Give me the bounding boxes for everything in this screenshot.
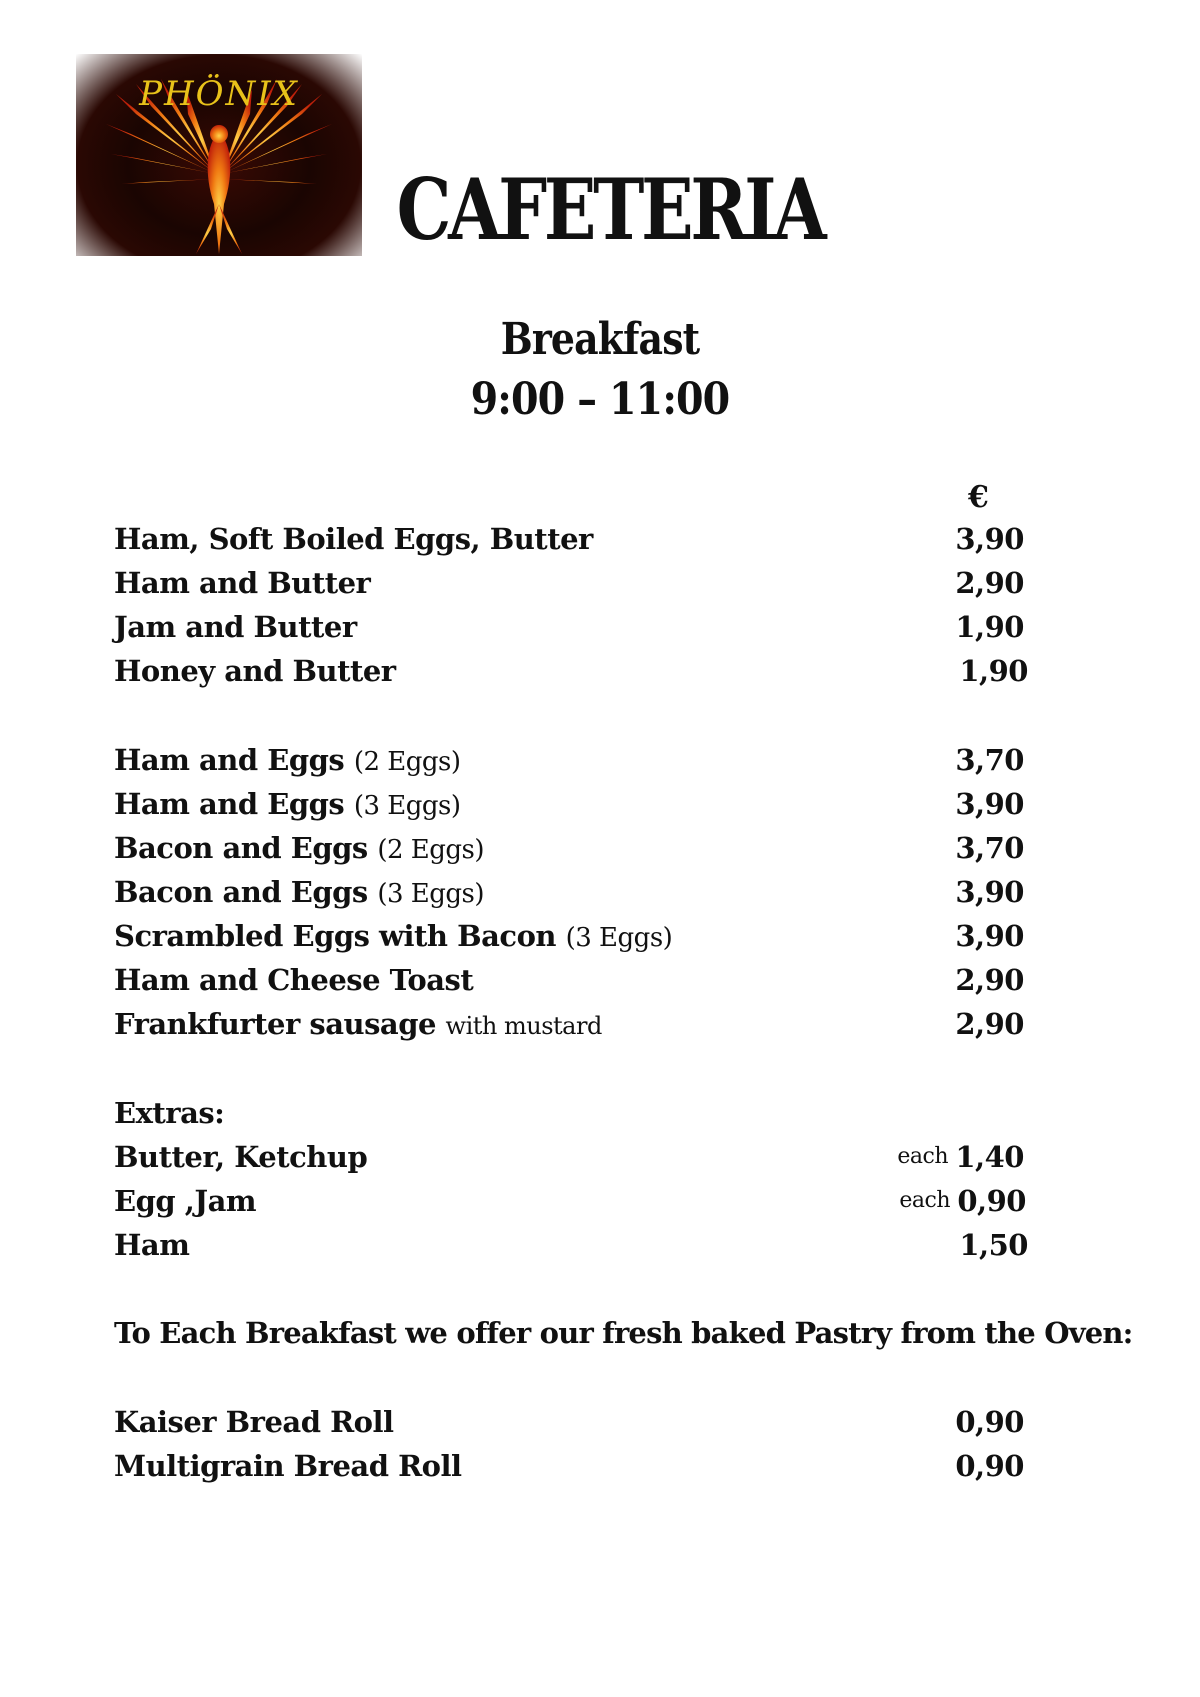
menu-item-price: 2,90 [955,1007,1024,1041]
menu-item [114,958,1024,1002]
menu-item-price: 2,90 [955,963,1024,997]
menu-item-price: 3,70 [955,743,1024,777]
menu-item-price: 2,90 [955,566,1024,600]
menu-item-price: 3,90 [955,919,1024,953]
menu-item-price: 3,90 [955,522,1024,556]
pastry-item [114,1444,1024,1488]
menu-item-note: (2 Eggs) [353,747,461,777]
pastry-item-price: 0,90 [955,1449,1024,1483]
menu-item-note: (3 Eggs) [565,923,673,953]
menu-item [114,826,1024,870]
phoenix-logo [76,54,362,256]
extras-item-name: Ham [114,1228,190,1262]
extras-item-name: Butter, Ketchup [114,1140,368,1174]
menu-item-name: Ham and Cheese Toast [114,963,474,997]
extras-item [114,1179,1024,1223]
menu-item-name: Honey and Butter [114,654,396,688]
extras-each-label: each [899,1188,950,1213]
extras-item [114,1135,1024,1179]
menu-item-note: (2 Eggs) [377,835,485,865]
pastry-item [114,1400,1024,1444]
menu-item [114,914,1024,958]
menu-item [114,561,1024,605]
pastry-offer-text: To Each Breakfast we offer our fresh baked Pastry from the Oven: [114,1316,1133,1350]
menu-item [114,782,1024,826]
section-title: Breakfast [500,314,700,365]
extras-item-price: 0,90 [957,1184,1026,1218]
extras-item-price: 1,40 [955,1140,1024,1174]
extras-item-name: Egg ,Jam [114,1184,257,1218]
menu-item-name: Ham, Soft Boiled Eggs, Butter [114,522,593,556]
extras-item [114,1223,1028,1267]
pastry-item-price: 0,90 [955,1405,1024,1439]
menu-item [114,1002,1024,1046]
extras-item-price: 1,50 [959,1228,1028,1262]
menu-item-price: 3,90 [955,875,1024,909]
menu-item [114,649,1028,693]
menu-item-note: (3 Eggs) [377,879,485,909]
menu-item [114,517,1024,561]
extras-heading: Extras: [114,1096,225,1130]
menu-item-price: 3,70 [955,831,1024,865]
menu-item [114,738,1024,782]
pastry-item-name: Multigrain Bread Roll [114,1449,462,1483]
extras-each-label: each [897,1144,948,1169]
menu-item-name: Frankfurter sausage [114,1007,436,1041]
menu-item-name: Ham and Eggs [114,743,345,777]
menu-item-price: 3,90 [955,787,1024,821]
menu-item-price: 1,90 [959,654,1028,688]
menu-item [114,605,1024,649]
menu-item-name: Bacon and Eggs [114,831,368,865]
menu-item-name: Ham and Eggs [114,787,345,821]
menu-item [114,870,1024,914]
menu-item-name: Ham and Butter [114,566,371,600]
menu-item-name: Scrambled Eggs with Bacon [114,919,556,953]
menu-item-name: Bacon and Eggs [114,875,368,909]
logo-wordmark: PHÖNIX [139,74,299,114]
section-hours: 9:00 – 11:00 [470,374,730,425]
currency-symbol: € [968,480,989,515]
page-title: CAFETERIA [396,160,824,259]
menu-item-name: Jam and Butter [114,610,357,644]
menu-item-price: 1,90 [955,610,1024,644]
menu-item-note: with mustard [445,1012,602,1040]
menu-item-note: (3 Eggs) [353,791,461,821]
pastry-item-name: Kaiser Bread Roll [114,1405,394,1439]
